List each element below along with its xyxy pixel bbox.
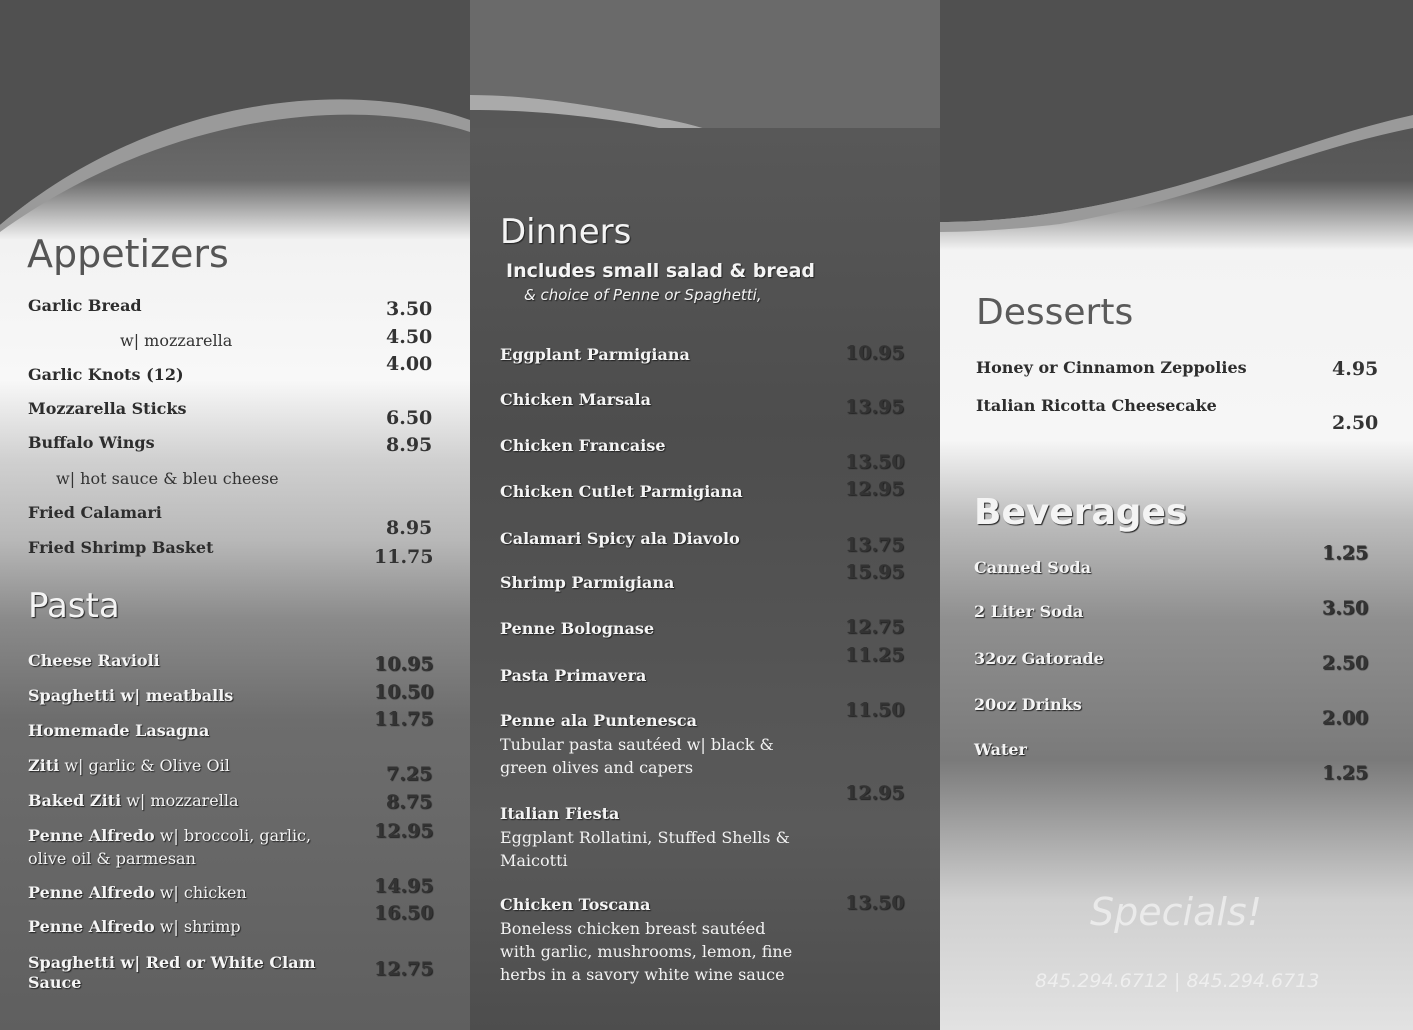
menu-item-name: Ziti [28, 756, 60, 775]
menu-item-description: Boneless chicken breast sautéed [500, 919, 766, 938]
menu-item-price: 10.50 [374, 681, 434, 703]
menu-item-name: Penne Alfredo [28, 826, 155, 845]
right-panel [940, 0, 1413, 1030]
menu-item-name: Eggplant Parmigiana [500, 345, 690, 364]
menu-item-description: herbs in a savory white wine sauce [500, 965, 785, 984]
pasta-heading: Pasta [28, 586, 120, 626]
menu-item-name: Chicken Marsala [500, 390, 651, 409]
menu-item-description: Eggplant Rollatini, Stuffed Shells & [500, 828, 790, 847]
menu-item-name: Calamari Spicy ala Diavolo [500, 529, 740, 548]
menu-item-name: Chicken Francaise [500, 436, 666, 455]
menu-item-price: 13.50 [845, 451, 905, 473]
menu-item-name: Buffalo Wings [28, 433, 155, 452]
menu-item-price: 6.50 [386, 407, 433, 429]
dinners-subtitle: Includes small salad & bread [506, 260, 816, 282]
beverages-heading: Beverages [974, 492, 1188, 533]
menu-item-price: 16.50 [374, 902, 434, 924]
menu-item-name: Spaghetti w| meatballs [28, 686, 234, 705]
menu-item-price: 11.50 [845, 699, 905, 721]
menu-item-price: 1.25 [1322, 762, 1369, 784]
menu-item-option: w| hot sauce & bleu cheese [56, 469, 279, 488]
menu-item-price: 2.50 [1332, 412, 1379, 434]
menu-item-name: Honey or Cinnamon Zeppolies [976, 358, 1247, 377]
menu-item-price: 2.50 [1322, 652, 1369, 674]
menu-item-price: 1.25 [1322, 542, 1369, 564]
desserts-heading: Desserts [976, 292, 1134, 333]
menu-item-price: 12.95 [374, 820, 434, 842]
menu-item-row [28, 883, 247, 902]
appetizers-heading: Appetizers [27, 232, 229, 276]
menu-item-name: 32oz Gatorade [974, 649, 1104, 668]
menu-item-name: Mozzarella Sticks [28, 399, 187, 418]
menu-item-description: with garlic, mushrooms, lemon, fine [500, 942, 793, 961]
menu-item-detail: w| chicken [159, 883, 247, 902]
menu-item-detail: olive oil & parmesan [28, 849, 196, 868]
menu-item-price: 13.50 [845, 892, 905, 914]
menu-item-description: Tubular pasta sautéed w| black & [500, 735, 774, 754]
menu-item-row [28, 826, 311, 845]
menu-item-price: 10.95 [374, 653, 434, 675]
wave-decoration [940, 0, 1413, 240]
menu-item-price: 3.50 [1322, 597, 1369, 619]
menu-item-name-line2: Sauce [28, 973, 82, 992]
menu-item-name: Fried Calamari [28, 503, 162, 522]
menu-item-description: Maicotti [500, 851, 568, 870]
dinners-heading: Dinners [500, 212, 632, 252]
menu-item-price: 10.95 [845, 342, 905, 364]
phone-numbers: 845.294.6712 | 845.294.6713 [1035, 970, 1320, 992]
menu-item-price: 11.25 [845, 644, 905, 666]
menu-item-detail: w| broccoli, garlic, [159, 826, 312, 845]
menu-item-name: Cheese Ravioli [28, 651, 160, 670]
specials-text: Specials! [1090, 890, 1262, 934]
menu-item-name: Homemade Lasagna [28, 721, 210, 740]
menu-item-price: 8.75 [386, 791, 433, 813]
menu-item-name: Penne Bolognase [500, 619, 655, 638]
menu-item-name: Chicken Toscana [500, 895, 651, 914]
menu-item-price: 4.95 [1332, 358, 1379, 380]
menu-item-name: Shrimp Parmigiana [500, 573, 675, 592]
menu-item-price: 8.95 [386, 434, 433, 456]
menu-item-price: 4.50 [386, 326, 433, 348]
wave-decoration [0, 0, 470, 240]
menu-item-price: 12.95 [845, 478, 905, 500]
menu-item-name: Chicken Cutlet Parmigiana [500, 482, 743, 501]
menu-item-price: 8.95 [386, 517, 433, 539]
menu-item-price: 13.75 [845, 534, 905, 556]
middle-panel [470, 0, 940, 1030]
menu-item-name: 2 Liter Soda [974, 602, 1084, 621]
menu-item-price: 12.95 [845, 782, 905, 804]
menu-item-detail: w| shrimp [159, 917, 241, 936]
menu-item-description: green olives and capers [500, 758, 694, 777]
menu-item-row [28, 791, 239, 810]
menu-item-name: Water [974, 740, 1027, 759]
menu-item-row [28, 756, 230, 775]
menu-item-detail: w| garlic & Olive Oil [64, 756, 230, 775]
dinners-subtitle-note: & choice of Penne or Spaghetti, [524, 286, 762, 304]
menu-item-price: 14.95 [374, 875, 434, 897]
menu-item-price: 3.50 [386, 298, 433, 320]
menu-item-price: 12.75 [845, 616, 905, 638]
menu-item-row [28, 917, 241, 936]
menu-item-name: Canned Soda [974, 558, 1092, 577]
menu-item-price: 13.95 [845, 396, 905, 418]
menu-item-name: Garlic Knots (12) [28, 365, 184, 384]
menu-item-name: Pasta Primavera [500, 666, 647, 685]
menu-item-name: Baked Ziti [28, 791, 122, 810]
menu-item-price: 7.25 [386, 763, 433, 785]
menu-item-price: 15.95 [845, 561, 905, 583]
menu-item-name: Penne Alfredo [28, 917, 155, 936]
menu-item-name: Fried Shrimp Basket [28, 538, 214, 557]
menu-item-price: 12.75 [374, 958, 434, 980]
menu-item-price: 11.75 [374, 546, 434, 568]
menu-item-name: Penne ala Puntenesca [500, 711, 697, 730]
menu-item-name: Spaghetti w| Red or White Clam [28, 953, 316, 972]
menu-item-detail: w| mozzarella [126, 791, 239, 810]
menu-item-name: 20oz Drinks [974, 695, 1082, 714]
menu-item-price: 11.75 [374, 708, 434, 730]
menu-item-option: w| mozzarella [120, 331, 233, 350]
menu-item-price: 4.00 [386, 353, 433, 375]
menu-item-name: Penne Alfredo [28, 883, 155, 902]
left-panel [0, 0, 470, 1030]
menu-item-name: Italian Ricotta Cheesecake [976, 396, 1217, 415]
menu-item-price: 2.00 [1322, 707, 1369, 729]
menu-item-name: Garlic Bread [28, 296, 142, 315]
menu-item-name: Italian Fiesta [500, 804, 620, 823]
